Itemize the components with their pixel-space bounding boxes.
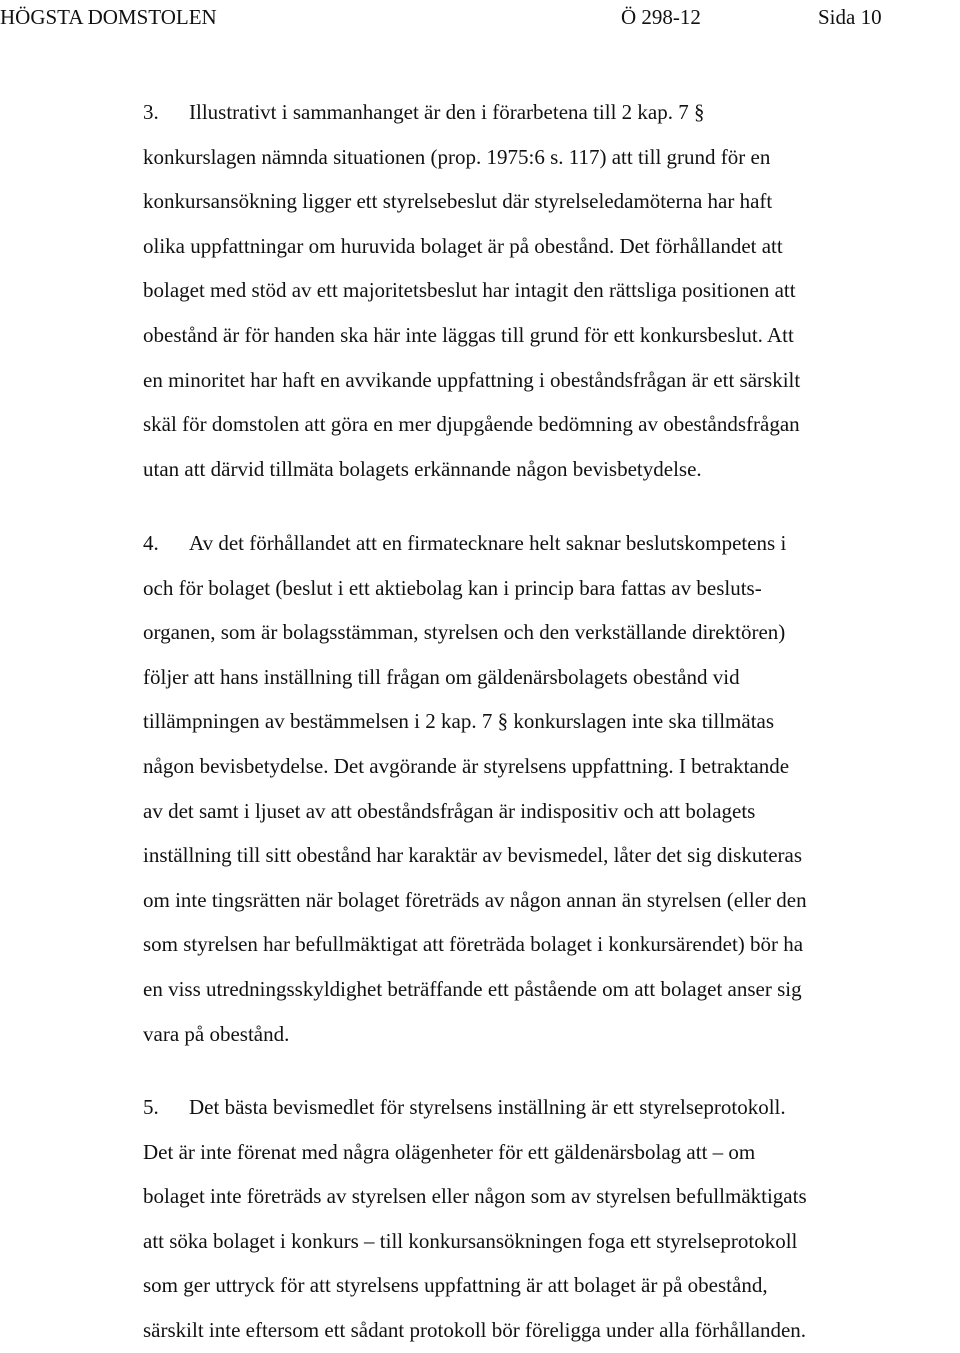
paragraph-line: följer att hans inställning till frågan om gäldenärsbolagets obestånd vid xyxy=(143,664,740,689)
paragraph-4 xyxy=(143,521,958,1056)
paragraph-line: bolaget med stöd av ett majoritetsbeslut har intagit den rättsliga positionen att xyxy=(143,278,796,303)
paragraph-line: vara på obestånd. xyxy=(143,1021,290,1046)
paragraph-line: bolaget inte företräds av styrelsen eller någon som av styrelsen befullmäktigats xyxy=(143,1184,807,1209)
paragraph-5 xyxy=(143,1085,958,1353)
paragraph-line: och för bolaget (beslut i ett aktiebolag kan i princip bara fattas av besluts- xyxy=(143,575,762,600)
paragraph-line: en minoritet har haft en avvikande uppfattning i obeståndsfrågan är ett särskilt xyxy=(143,367,801,392)
paragraph-line: en viss utredningsskyldighet beträffande ett påstående om att bolaget anser sig xyxy=(143,976,802,1001)
page-number: Sida 10 xyxy=(818,5,882,29)
paragraph-line: som ger uttryck för att styrelsens uppfattning är att bolaget är på obestånd, xyxy=(143,1273,768,1298)
paragraph-line: någon bevisbetydelse. Det avgörande är styrelsens uppfattning. I betraktande xyxy=(143,753,790,778)
paragraph-number: 5. xyxy=(143,1095,159,1119)
paragraph-line: konkurslagen nämnda situationen (prop. 1975:6 s. 117) att till grund för en xyxy=(143,144,771,169)
paragraph-line: olika uppfattningar om huruvida bolaget är på obestånd. Det förhållandet att xyxy=(143,233,783,258)
paragraph-line: Av det förhållandet att en firmatecknare helt saknar beslutskompetens i xyxy=(189,531,787,555)
paragraph-line: inställning till sitt obestånd har karaktär av bevismedel, låter det sig diskuteras xyxy=(143,843,802,868)
paragraph-line: obestånd är för handen ska här inte läggas till grund för ett konkursbeslut. Att xyxy=(143,322,794,347)
paragraph-line: utan att därvid tillmäta bolagets erkännande någon bevisbetydelse. xyxy=(143,456,702,481)
paragraph-number: 3. xyxy=(143,100,159,124)
paragraph-line: om inte tingsrätten när bolaget företräds av någon annan än styrelsen (eller den xyxy=(143,887,807,912)
page-header xyxy=(0,2,960,32)
paragraph-number: 4. xyxy=(143,531,159,555)
paragraph-line: Det är inte förenat med några olägenheter för ett gäldenärsbolag att – om xyxy=(143,1139,756,1164)
paragraph-line: Illustrativt i sammanhanget är den i förarbetena till 2 kap. 7 § xyxy=(189,100,705,124)
paragraph-line: som styrelsen har befullmäktigat att företräda bolaget i konkursärendet) bör ha xyxy=(143,932,804,957)
paragraph-line: att söka bolaget i konkurs – till konkursansökningen foga ett styrelseprotokoll xyxy=(143,1228,798,1253)
paragraph-line: tillämpningen av bestämmelsen i 2 kap. 7 § konkurslagen inte ska tillmätas xyxy=(143,709,775,734)
court-name: HÖGSTA DOMSTOLEN xyxy=(0,5,217,29)
paragraph-line: konkursansökning ligger ett styrelsebeslut där styrelseledamöterna har haft xyxy=(143,189,773,214)
case-number: Ö 298-12 xyxy=(621,5,701,29)
paragraph-line: organen, som är bolagsstämman, styrelsen och den verkställande direktören) xyxy=(143,620,786,645)
paragraph-line: särskilt inte eftersom ett sådant protokoll bör föreligga under alla förhållanden. xyxy=(143,1317,807,1342)
paragraph-line: skäl för domstolen att göra en mer djupgående bedömning av obeståndsfrågan xyxy=(143,412,800,437)
paragraph-line: Det bästa bevismedlet för styrelsens inställning är ett styrelseprotokoll. xyxy=(189,1095,786,1119)
paragraph-3 xyxy=(143,90,958,491)
paragraph-line: av det samt i ljuset av att obeståndsfrågan är indispositiv och att bolagets xyxy=(143,798,756,823)
